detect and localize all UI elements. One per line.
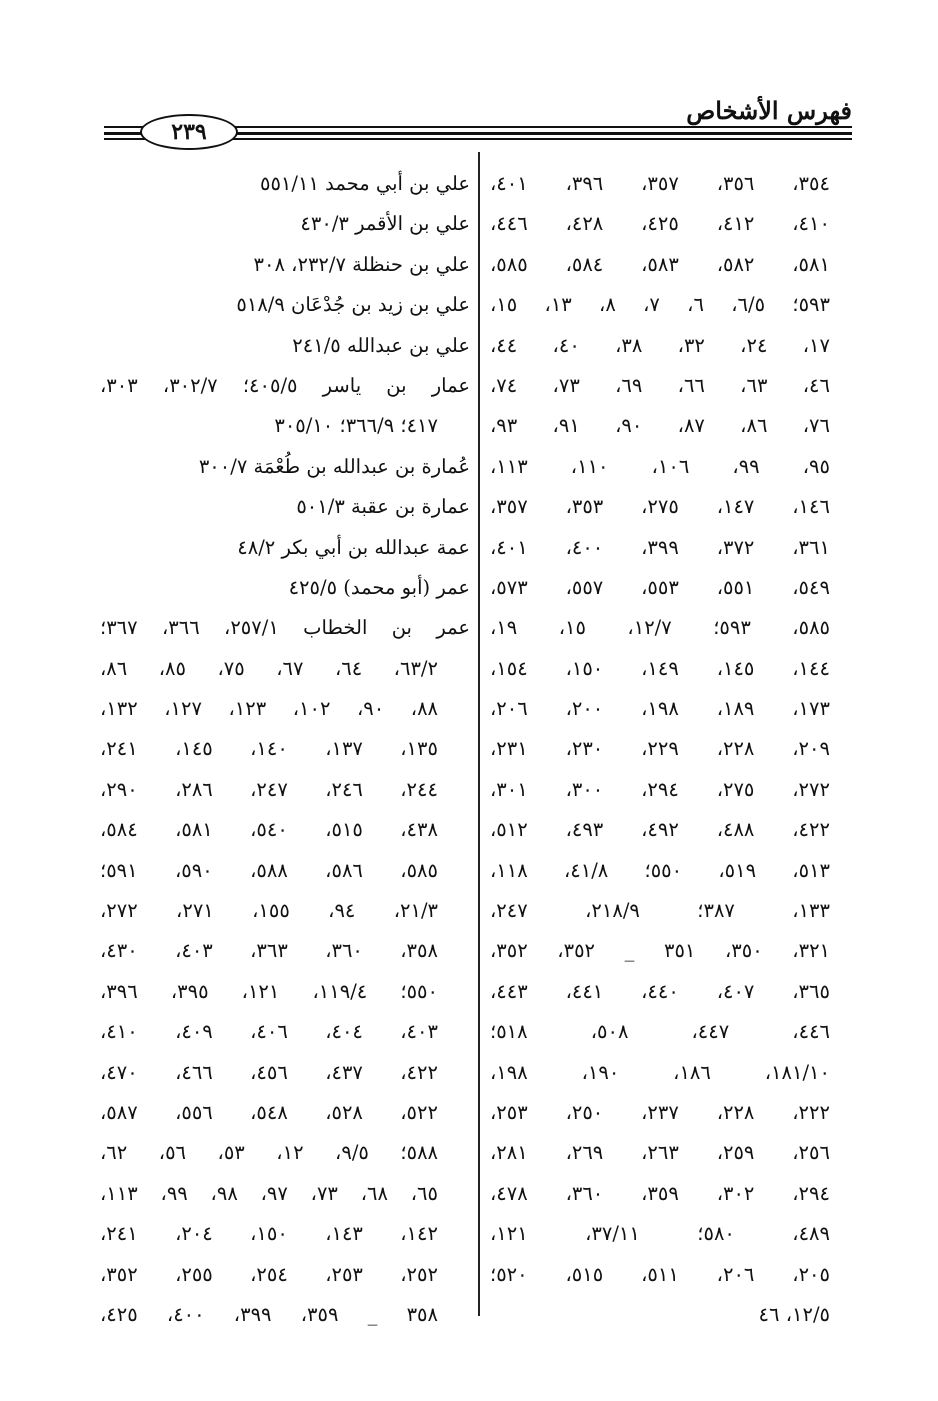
index-entry: علي بن أبي محمد ٥٥١/١١	[259, 172, 470, 195]
index-line: ١٣٣، ٣٨٧؛ ٢١٨/٩، ٢٤٧،	[490, 899, 830, 923]
index-entry-continuation: ٥٨٥، ٥٨٦، ٥٨٨، ٥٩٠، ٥٩١؛	[100, 858, 438, 882]
index-entry: عمر (أبو محمد) ٤٢٥/٥	[288, 575, 470, 599]
index-entry: عمار بن ياسر ٤٠٥/٥؛ ٣٠٢/٧، ٣٠٣،	[100, 373, 470, 397]
index-entry-continuation: ٤١٧؛ ٣٦٦/٩؛ ٣٠٥/١٠	[274, 414, 438, 438]
index-entry-continuation: ٥٢٢، ٥٢٨، ٥٤٨، ٥٥٦، ٥٨٧،	[100, 1100, 438, 1124]
index-entry-continuation: ٣٥٨ _ ٣٥٩، ٣٩٩، ٤٠٠، ٤٢٥،	[100, 1302, 438, 1326]
index-entry-continuation: ٢٥٢، ٢٥٣، ٢٥٤، ٢٥٥، ٣٥٢،	[100, 1262, 438, 1286]
index-column-right	[490, 164, 830, 1335]
page-header	[104, 92, 852, 148]
index-entry-continuation: ٢١/٣، ٩٤، ١٥٥، ٢٧١، ٢٧٢،	[100, 899, 439, 923]
index-entry-continuation: ٤٢٢، ٤٣٧، ٤٥٦، ٤٦٦، ٤٧٠،	[100, 1060, 438, 1084]
index-entry-continuation: ٦٣/٢، ٦٤، ٦٧، ٧٥، ٨٥، ٨٦،	[100, 656, 438, 680]
index-line: ٢٧٢، ٢٧٥، ٢٩٤، ٣٠٠، ٣٠١،	[490, 777, 830, 801]
index-line: ٥٨١، ٥٨٢، ٥٨٣، ٥٨٤، ٥٨٥،	[490, 252, 830, 276]
index-line: ١٨١/١٠، ١٨٦، ١٩٠، ١٩٨،	[490, 1060, 830, 1084]
index-entry: علي بن زيد بن جُدْعَان ٥١٨/٩	[236, 293, 470, 317]
index-line: ٢٠٩، ٢٢٨، ٢٢٩، ٢٣٠، ٢٣١،	[490, 737, 830, 761]
index-entry-continuation: ٢٤٤، ٢٤٦، ٢٤٧، ٢٨٦، ٢٩٠،	[100, 777, 438, 801]
index-entry: عمر بن الخطاب ٢٥٧/١، ٣٦٦، ٣٦٧؛	[100, 616, 470, 640]
index-entry: علي بن عبدالله ٢٤١/٥	[292, 333, 470, 357]
index-entry: عمة عبدالله بن أبي بكر ٤٨/٢	[237, 535, 470, 559]
index-entry-continuation: ٦٥، ٦٨، ٧٣، ٩٧، ٩٨، ٩٩، ١١٣،	[100, 1181, 438, 1205]
running-title: فهرس الأشخاص	[686, 96, 852, 125]
index-line: ١٢/٥، ٤٦	[758, 1302, 830, 1326]
index-entry-continuation: ١٤٢، ١٤٣، ١٥٠، ٢٠٤، ٢٤١،	[100, 1222, 438, 1246]
index-line: ٥١٣، ٥١٩، ٥٥٠؛ ٤١/٨، ١١٨،	[490, 858, 830, 882]
index-entry-continuation: ٤٠٣، ٤٠٤، ٤٠٦، ٤٠٩، ٤١٠،	[100, 1020, 438, 1044]
index-line: ١٧، ٢٤، ٣٢، ٣٨، ٤٠، ٤٤،	[490, 333, 830, 357]
index-line: ١٧٣، ١٨٩، ١٩٨، ٢٠٠، ٢٠٦،	[490, 697, 830, 721]
index-line: ٩٥، ٩٩، ١٠٦، ١١٠، ١١٣،	[490, 454, 830, 478]
index-line: ٥٨٥، ٥٩٣؛ ١٢/٧، ١٥، ١٩،	[490, 616, 830, 640]
index-entry-continuation: ٥٨٨؛ ٩/٥، ١٢، ٥٣، ٥٦، ٦٢،	[100, 1141, 439, 1165]
index-line: ٣٦٥، ٤٠٧، ٤٤٠، ٤٤١، ٤٤٣،	[490, 979, 830, 1003]
index-entry-continuation: ٣٥٨، ٣٦٠، ٣٦٣، ٤٠٣، ٤٣٠،	[100, 939, 438, 963]
index-line: ٤١٠، ٤١٢، ٤٢٥، ٤٢٨، ٤٤٦،	[490, 212, 830, 236]
index-entry-continuation: ١٣٥، ١٣٧، ١٤٠، ١٤٥، ٢٤١،	[100, 737, 438, 761]
index-line: ٣٢١، ٣٥٠، ٣٥١ _ ٣٥٢، ٣٥٢،	[490, 939, 830, 963]
index-line: ٢٠٥، ٢٠٦، ٥١١، ٥١٥، ٥٢٠؛	[490, 1262, 830, 1286]
index-entry: علي بن حنظلة ٢٣٢/٧، ٣٠٨	[253, 252, 470, 276]
index-line: ٣٥٤، ٣٥٦، ٣٥٧، ٣٩٦، ٤٠١،	[490, 172, 830, 195]
index-line: ٥٩٣؛ ٦/٥، ٦، ٧، ٨، ١٣، ١٥،	[490, 293, 830, 317]
index-line: ٧٦، ٨٦، ٨٧، ٩٠، ٩١، ٩٣،	[490, 414, 830, 438]
index-line: ٢٥٦، ٢٥٩، ٢٦٣، ٢٦٩، ٢٨١،	[490, 1141, 830, 1165]
index-entry-continuation: ٤٣٨، ٥١٥، ٥٤٠، ٥٨١، ٥٨٤،	[100, 818, 438, 842]
index-line: ٤٤٦، ٤٤٧، ٥٠٨، ٥١٨؛	[490, 1020, 830, 1044]
column-divider	[478, 152, 480, 1316]
index-line: ٥٤٩، ٥٥١، ٥٥٣، ٥٥٧، ٥٧٣،	[490, 575, 830, 599]
page-number: ٢٣٩	[140, 114, 238, 150]
index-line: ٤٢٢، ٤٨٨، ٤٩٢، ٤٩٣، ٥١٢،	[490, 818, 830, 842]
index-entry-continuation: ٥٥٠؛ ١١٩/٤، ١٢١، ٣٩٥، ٣٩٦،	[100, 979, 438, 1003]
index-entry-continuation: ٨٨، ٩٠، ١٠٢، ١٢٣، ١٢٧، ١٣٢،	[100, 697, 439, 721]
index-line: ٢٢٢، ٢٢٨، ٢٣٧، ٢٥٠، ٢٥٣،	[490, 1100, 830, 1124]
index-line: ٤٦، ٦٣، ٦٦، ٦٩، ٧٣، ٧٤،	[490, 373, 830, 397]
index-line: ٤٨٩، ٥٨٠؛ ٣٧/١١، ١٢١،	[490, 1222, 830, 1246]
index-line: ١٤٦، ١٤٧، ٢٧٥، ٣٥٣، ٣٥٧،	[490, 495, 830, 519]
index-line: ١٤٤، ١٤٥، ١٤٩، ١٥٠، ١٥٤،	[490, 656, 830, 680]
index-column-left	[100, 164, 470, 1335]
index-entry: عُمارة بن عبدالله بن طُعْمَة ٣٠٠/٧	[198, 454, 470, 478]
index-line: ٢٩٤، ٣٠٢، ٣٥٩، ٣٦٠، ٤٧٨،	[490, 1181, 830, 1205]
index-entry: علي بن الأقمر ٤٣٠/٣	[300, 212, 470, 236]
index-entry: عمارة بن عقبة ٥٠١/٣	[296, 495, 470, 519]
index-line: ٣٦١، ٣٧٢، ٣٩٩، ٤٠٠، ٤٠١،	[490, 535, 830, 559]
